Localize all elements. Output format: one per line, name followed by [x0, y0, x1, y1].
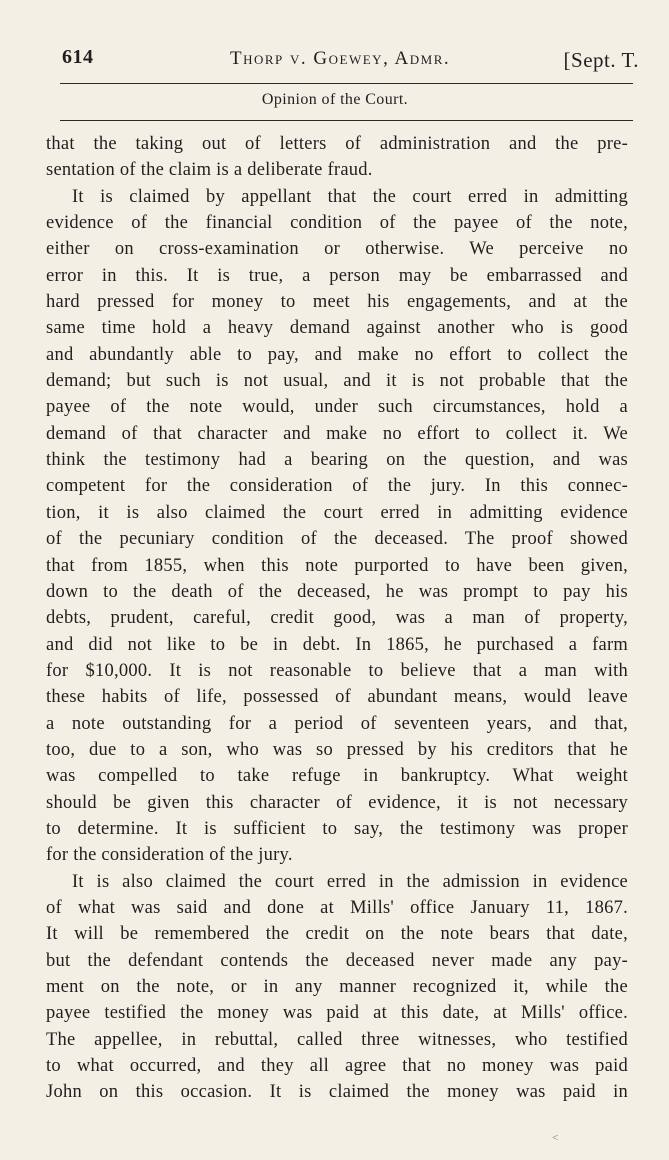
header-rule — [60, 83, 633, 84]
footer-mark: < — [552, 1132, 559, 1144]
text-line: for the consideration of the jury. — [46, 845, 293, 866]
text-line: evidence of the financial condition of the payee of the note, — [46, 213, 628, 234]
text-line: to what occurred, and they all agree that no money was paid — [46, 1056, 628, 1077]
text-line: down to the death of the deceased, he was prompt to pay his — [46, 581, 628, 602]
text-line: for $10,000. It is not reasonable to believe that a man with — [46, 660, 628, 681]
text-line: It is also claimed the court erred in the admission in evidence — [72, 871, 628, 892]
text-line: payee testified the money was paid at this date, at Mills' office. — [46, 1003, 628, 1024]
text-line: error in this. It is true, a person may be embarrassed and — [46, 265, 628, 286]
text-line: It will be remembered the credit on the note bears that date, — [46, 924, 628, 945]
text-line: either on cross-examination or otherwise. We perceive no — [46, 239, 628, 260]
running-header — [58, 40, 639, 80]
text-line: John on this occasion. It is claimed the money was paid in — [46, 1082, 628, 1103]
case-title: Thorp v. Goewey, Admr. — [230, 48, 451, 69]
court-term: [Sept. T. — [563, 48, 639, 72]
text-line: payee of the note would, under such circumstances, hold a — [46, 397, 628, 418]
opinion-text — [46, 131, 628, 1106]
text-line: was compelled to take refuge in bankruptcy. What weight — [46, 766, 628, 787]
text-line: demand; but such is not usual, and it is not probable that the — [46, 371, 628, 392]
text-line: of what was said and done at Mills' office January 11, 1867. — [46, 897, 628, 918]
text-line: same time hold a heavy demand against another who is good — [46, 318, 628, 339]
text-line: too, due to a son, who was so pressed by his creditors that he — [46, 739, 628, 760]
page-number: 614 — [62, 46, 94, 68]
text-line: and did not like to be in debt. In 1865, he purchased a farm — [46, 634, 628, 655]
text-line: a note outstanding for a period of seventeen years, and that, — [46, 713, 628, 734]
text-line: competent for the consideration of the jury. In this connec- — [46, 476, 628, 497]
text-line: and abundantly able to pay, and make no effort to collect the — [46, 344, 628, 365]
text-line: ment on the note, or in any manner recognized it, while the — [46, 977, 628, 997]
text-line: It is claimed by appellant that the court erred in admitting — [72, 186, 628, 207]
text-line: tion, it is also claimed the court erred in admitting evidence — [46, 502, 628, 523]
text-line: hard pressed for money to meet his engagements, and at the — [46, 292, 628, 313]
text-line: that from 1855, when this note purported to have been given, — [46, 555, 628, 576]
text-line: should be given this character of evidence, it is not necessary — [46, 792, 628, 813]
text-line: The appellee, in rebuttal, called three witnesses, who testified — [46, 1029, 628, 1050]
subhead-rule — [60, 120, 633, 121]
text-line: sentation of the claim is a deliberate fraud. — [46, 160, 373, 181]
text-line: these habits of life, possessed of abundant means, would leave — [46, 687, 628, 708]
text-line: demand of that character and make no effort to collect it. We — [46, 423, 628, 444]
text-line: debts, prudent, careful, credit good, was a man of property, — [46, 608, 628, 629]
text-line: but the defendant contends the deceased never made any pay- — [46, 950, 628, 971]
text-line: that the taking out of letters of administration and the pre- — [46, 134, 628, 154]
text-line: think the testimony had a bearing on the question, and was — [46, 450, 628, 471]
text-line: of the pecuniary condition of the deceased. The proof showed — [46, 529, 628, 550]
section-subhead: Opinion of the Court. — [261, 91, 409, 108]
text-line: to determine. It is sufficient to say, the testimony was proper — [46, 818, 628, 839]
